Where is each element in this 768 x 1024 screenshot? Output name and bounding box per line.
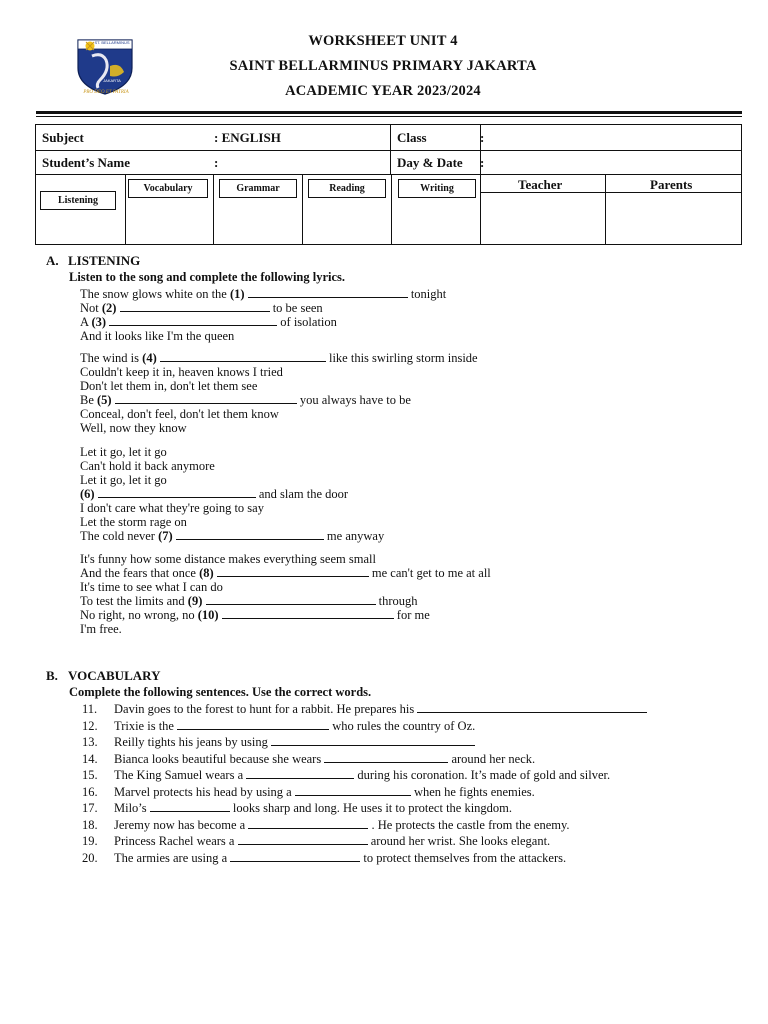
lyric-text: I don't care what they're going to say xyxy=(80,501,264,515)
item-text-after: . He protects the castle from the enemy. xyxy=(368,818,570,832)
col-divider xyxy=(302,174,303,244)
item-number: 13. xyxy=(82,735,98,749)
lyric-text: Well, now they know xyxy=(80,421,187,435)
vocabulary-item xyxy=(82,801,512,815)
answer-blank[interactable] xyxy=(248,818,368,829)
lyric-text: And it looks like I'm the queen xyxy=(80,329,235,343)
lyric-line xyxy=(80,365,283,379)
answer-blank[interactable] xyxy=(324,752,448,763)
skill-listening: Listening xyxy=(40,191,116,210)
item-text-before: The armies are using a xyxy=(114,851,231,865)
day-date-colon: : xyxy=(480,155,485,170)
lyric-line xyxy=(80,421,187,435)
lyric-text-before: To test the limits and xyxy=(80,594,188,608)
lyric-text: It's funny how some distance makes everything seem small xyxy=(80,552,376,566)
blank-number: (5) xyxy=(97,393,112,407)
answer-blank[interactable] xyxy=(217,566,369,577)
lyric-text-after: me anyway xyxy=(323,529,385,543)
item-text-before: Trixie is the xyxy=(114,719,178,733)
item-text-after: around her wrist. She looks elegant. xyxy=(367,834,551,848)
lyric-text-before: The cold never xyxy=(80,529,159,543)
lyric-line xyxy=(80,351,478,365)
item-text-before: Jeremy now has become a xyxy=(114,818,249,832)
vocabulary-item xyxy=(82,851,566,865)
answer-blank[interactable] xyxy=(109,315,277,326)
item-text-before: Reilly tights his jeans by using xyxy=(114,735,271,749)
col-divider xyxy=(213,174,214,244)
answer-blank[interactable] xyxy=(222,608,394,619)
answer-blank[interactable] xyxy=(176,529,324,540)
item-text-after: when he fights enemies. xyxy=(410,785,535,799)
vocabulary-item xyxy=(82,702,647,716)
lyric-line xyxy=(80,622,122,636)
lyric-text: Couldn't keep it in, heaven knows I tried xyxy=(80,365,283,379)
blank-number: (3) xyxy=(91,315,107,329)
answer-blank[interactable] xyxy=(120,301,270,312)
vocabulary-item xyxy=(82,719,475,733)
lyric-line xyxy=(80,315,337,329)
school-name: SAINT BELLARMINUS PRIMARY JAKARTA xyxy=(229,58,537,74)
item-text-before: Marvel protects his head by using a xyxy=(114,785,295,799)
lyric-line xyxy=(80,529,384,543)
answer-blank[interactable] xyxy=(417,702,647,713)
item-number: 16. xyxy=(82,785,98,799)
answer-blank[interactable] xyxy=(115,393,297,404)
name-colon: : xyxy=(214,155,219,170)
item-text-before: Princess Rachel wears a xyxy=(114,834,238,848)
item-number: 15. xyxy=(82,768,98,782)
answer-blank[interactable] xyxy=(160,351,326,362)
answer-blank[interactable] xyxy=(295,785,411,796)
lyric-text: I'm free. xyxy=(80,622,122,636)
item-text-after: to protect themselves from the attackers. xyxy=(360,851,567,865)
teacher-label: Teacher xyxy=(518,177,563,192)
vocabulary-item xyxy=(82,785,535,799)
header-rule-thick xyxy=(36,111,742,114)
row-divider xyxy=(36,174,741,175)
col-divider xyxy=(390,125,391,174)
lyric-text-after: of isolation xyxy=(277,315,337,329)
blank-number: (8) xyxy=(199,566,214,580)
vocabulary-item xyxy=(82,818,570,832)
academic-year: ACADEMIC YEAR 2023/2024 xyxy=(285,83,481,99)
skill-writing: Writing xyxy=(398,179,476,198)
lyric-text-before: The snow glows white on the xyxy=(80,287,230,301)
listening-instruction: Listen to the song and complete the following lyrics. xyxy=(69,270,346,284)
blank-number: (4) xyxy=(142,351,157,365)
item-number: 11. xyxy=(82,702,98,716)
lyric-text-after: and slam the door xyxy=(255,487,349,501)
lyric-line xyxy=(80,459,215,473)
item-number: 18. xyxy=(82,818,98,832)
lyric-line xyxy=(80,515,187,529)
header-rule-thin xyxy=(36,116,742,117)
section-a-letter: A. xyxy=(46,253,59,268)
blank-number: (7) xyxy=(158,529,173,543)
lyric-line xyxy=(80,301,323,315)
lyric-text: Don't let them in, don't let them see xyxy=(80,379,258,393)
skill-grammar: Grammar xyxy=(219,179,297,198)
section-b-letter: B. xyxy=(46,668,58,683)
parents-label: Parents xyxy=(650,177,693,192)
class-label: Class xyxy=(397,130,427,145)
answer-blank[interactable] xyxy=(246,768,354,779)
lyric-text-after: like this swirling storm inside xyxy=(325,351,478,365)
vocabulary-item xyxy=(82,735,475,749)
lyric-text-before: And the fears that once xyxy=(80,566,200,580)
lyric-line xyxy=(80,566,491,580)
lyric-text-before: No right, no wrong, no xyxy=(80,608,198,622)
lyric-text: It's time to see what I can do xyxy=(80,580,223,594)
lyric-text: Conceal, don't feel, don't let them know xyxy=(80,407,279,421)
subject-value: : ENGLISH xyxy=(214,130,281,145)
skill-reading: Reading xyxy=(308,179,386,198)
item-text-after: during his coronation. It’s made of gold and silver. xyxy=(354,768,611,782)
vocabulary-item xyxy=(82,768,610,782)
answer-blank[interactable] xyxy=(177,719,329,730)
lyric-text-after: me can't get to me at all xyxy=(368,566,491,580)
lyric-line xyxy=(80,487,348,501)
vocabulary-item xyxy=(82,834,550,848)
lyric-line xyxy=(80,445,167,459)
subject-label: Subject xyxy=(42,130,84,145)
answer-blank[interactable] xyxy=(230,851,360,862)
section-b-heading: VOCABULARY xyxy=(68,668,161,683)
lyric-line xyxy=(80,580,223,594)
item-text-after: looks sharp and long. He uses it to protect the kingdom. xyxy=(229,801,513,815)
lyric-text-before: Be xyxy=(80,393,98,407)
item-number: 12. xyxy=(82,719,98,733)
lyric-line xyxy=(80,594,418,608)
blank-number: (2) xyxy=(101,301,117,315)
lyric-line xyxy=(80,552,376,566)
lyric-text-after: through xyxy=(375,594,418,608)
lyric-text: Let it go, let it go xyxy=(80,473,167,487)
info-table xyxy=(35,124,742,245)
col-divider xyxy=(391,174,392,244)
logo-bottom-text: JAKARTA xyxy=(103,78,121,83)
item-text-before: Davin goes to the forest to hunt for a rabbit. He prepares his xyxy=(114,702,418,716)
lyric-text-before: Not xyxy=(80,301,102,315)
lyric-line xyxy=(80,379,257,393)
item-number: 20. xyxy=(82,851,98,865)
item-text-before: Bianca looks beautiful because she wears xyxy=(114,752,325,766)
logo-motto: PRO DEO ET PATRIA xyxy=(83,90,129,95)
lyric-text-after: tonight xyxy=(407,287,447,301)
answer-blank[interactable] xyxy=(206,594,376,605)
lyric-line xyxy=(80,501,264,515)
name-label: Student’s Name xyxy=(42,155,130,170)
lyric-line xyxy=(80,608,430,622)
row-divider xyxy=(36,150,741,151)
lyric-line xyxy=(80,329,234,343)
item-number: 19. xyxy=(82,834,98,848)
skill-vocabulary: Vocabulary xyxy=(128,179,208,198)
answer-blank[interactable] xyxy=(150,801,230,812)
lyric-text-after: for me xyxy=(393,608,430,622)
section-a-heading: LISTENING xyxy=(68,253,141,268)
answer-blank[interactable] xyxy=(238,834,368,845)
blank-number: (10) xyxy=(197,608,219,622)
school-logo xyxy=(70,36,142,98)
lyric-line xyxy=(80,407,279,421)
item-text-before: The King Samuel wears a xyxy=(114,768,247,782)
lyric-line xyxy=(80,287,446,301)
lyric-text-after: you always have to be xyxy=(296,393,411,407)
lyric-text: Can't hold it back anymore xyxy=(80,459,215,473)
item-number: 17. xyxy=(82,801,98,815)
lyric-text-before: The wind is xyxy=(80,351,143,365)
answer-blank[interactable] xyxy=(271,735,475,746)
col-divider xyxy=(605,174,606,244)
worksheet-title: WORKSHEET UNIT 4 xyxy=(308,33,458,49)
blank-number: (6) xyxy=(80,487,95,501)
vocabulary-instruction: Complete the following sentences. Use the correct words. xyxy=(69,685,372,699)
blank-number: (9) xyxy=(187,594,203,608)
item-number: 14. xyxy=(82,752,98,766)
col-divider xyxy=(125,174,126,244)
vocabulary-item xyxy=(82,752,535,766)
lyric-text-before: A xyxy=(80,315,92,329)
item-text-before: Milo’s xyxy=(114,801,150,815)
lyric-line xyxy=(80,393,411,407)
blank-number: (1) xyxy=(229,287,245,301)
day-date-label: Day & Date xyxy=(397,155,463,170)
lyric-text: Let it go, let it go xyxy=(80,445,167,459)
answer-blank[interactable] xyxy=(98,487,256,498)
item-text-after: who rules the country of Oz. xyxy=(329,719,476,733)
lyric-text: Let the storm rage on xyxy=(80,515,187,529)
lyric-text-after: to be seen xyxy=(269,301,323,315)
item-text-after: around her neck. xyxy=(448,752,536,766)
lyric-line xyxy=(80,473,167,487)
class-colon: : xyxy=(480,130,485,145)
answer-blank[interactable] xyxy=(248,287,408,298)
logo-top-text: ST. BELLARMINUS xyxy=(94,40,130,45)
